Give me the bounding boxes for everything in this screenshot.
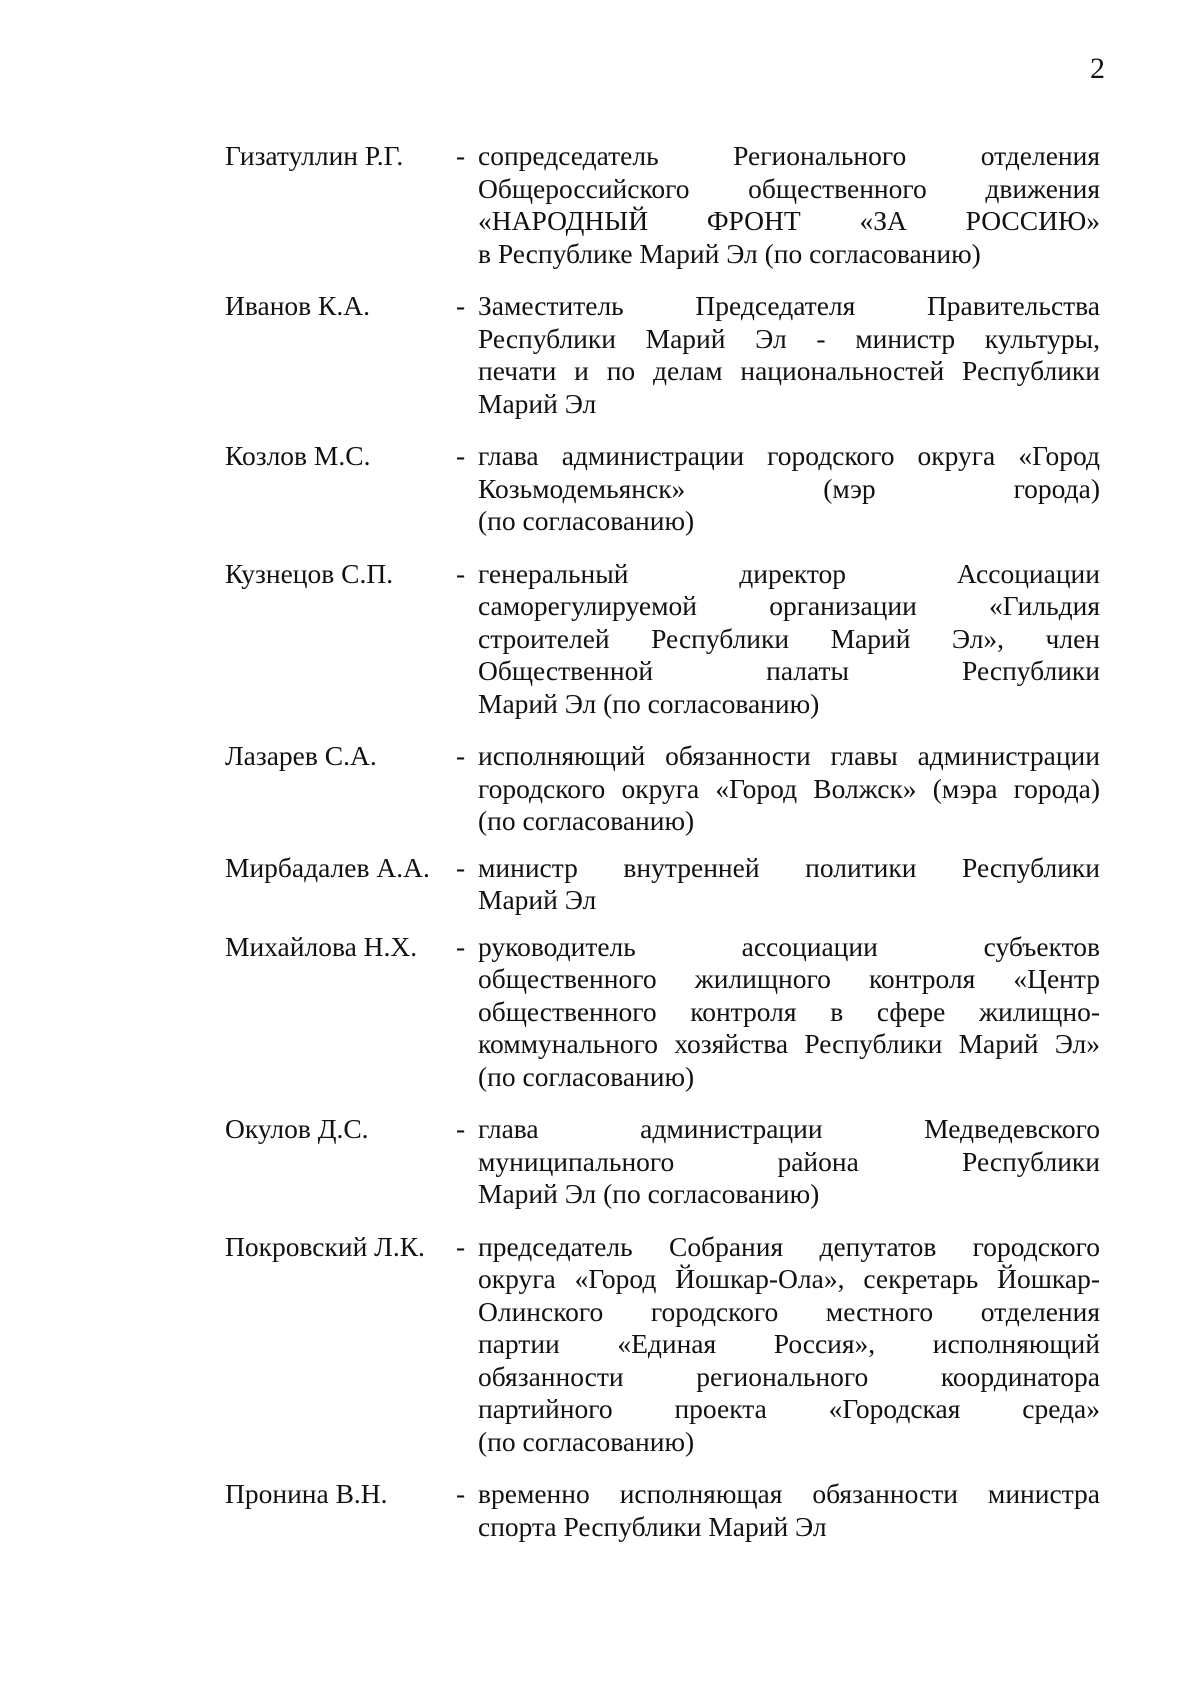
- page-number: 2: [1090, 52, 1105, 85]
- member-dash: -: [456, 140, 466, 171]
- role-line: (по согласованию): [478, 505, 695, 536]
- member-entry: [225, 1231, 1100, 1459]
- role-line: общественного контроля в сфере жилищно-: [478, 995, 1100, 1027]
- role-line: Олинского городского местного отделения: [478, 1295, 1100, 1327]
- role-line: в Республике Марий Эл (по согласованию): [478, 237, 981, 269]
- member-dash: -: [456, 1113, 466, 1144]
- member-role: [478, 852, 1100, 917]
- member-entry: [225, 852, 1100, 917]
- member-entry: [225, 1113, 1100, 1211]
- role-line: сопредседатель Регионального отделения: [478, 140, 1100, 171]
- member-entry: [225, 440, 1100, 538]
- role-line: глава администрации городского округа «Город: [478, 440, 1100, 471]
- member-name: Покровский Л.К.: [225, 1230, 425, 1262]
- role-line: Республики Марий Эл - министр культуры,: [478, 322, 1100, 354]
- role-line: генеральный директор Ассоциации: [478, 557, 1100, 589]
- member-name: Иванов К.А.: [225, 290, 370, 321]
- member-name: Козлов М.С.: [225, 440, 371, 471]
- member-dash: -: [456, 557, 466, 589]
- role-line: Марий Эл (по согласованию): [478, 1178, 820, 1209]
- role-line: печати и по делам национальностей Республики: [478, 355, 1100, 386]
- role-line: коммунального хозяйства Республики Марий Эл»: [478, 1028, 1100, 1059]
- role-line: временно исполняющая обязанности министра: [478, 1478, 1100, 1509]
- member-name: Пронина В.Н.: [225, 1478, 388, 1509]
- member-role: [478, 558, 1100, 721]
- role-line: округа «Город Йошкар-Ола», секретарь Йошкар-: [478, 1263, 1100, 1294]
- member-list: [225, 140, 1100, 1563]
- role-line: Марий Эл (по согласованию): [478, 687, 820, 719]
- role-line: спорта Республики Марий Эл: [478, 1510, 827, 1542]
- member-role: [478, 440, 1100, 538]
- member-dash: -: [456, 1230, 466, 1262]
- role-line: (по согласованию): [478, 805, 695, 836]
- member-role: [478, 140, 1100, 270]
- role-line: (по согласованию): [478, 1060, 695, 1092]
- role-line: Козьмодемьянск» (мэр города): [478, 472, 1100, 504]
- role-line: руководитель ассоциации субъектов: [478, 930, 1100, 962]
- role-line: городского округа «Город Волжск» (мэра города): [478, 772, 1100, 804]
- member-name: Мирбадалев А.А.: [225, 851, 430, 883]
- role-line: партийного проекта «Городская среда»: [478, 1393, 1100, 1424]
- member-dash: -: [456, 290, 466, 321]
- member-role: [478, 931, 1100, 1094]
- role-line: председатель Собрания депутатов городского: [478, 1230, 1100, 1262]
- member-role: [478, 1113, 1100, 1211]
- member-name: Окулов Д.С.: [225, 1113, 369, 1144]
- role-line: Заместитель Председателя Правительства: [478, 290, 1100, 321]
- member-name: Гизатуллин Р.Г.: [225, 140, 404, 171]
- role-line: глава администрации Медведевского: [478, 1113, 1100, 1144]
- role-line: исполняющий обязанности главы администрации: [478, 740, 1100, 771]
- member-name: Кузнецов С.П.: [225, 557, 394, 589]
- role-line: Марий Эл: [478, 387, 597, 419]
- member-dash: -: [456, 440, 466, 471]
- role-line: министр внутренней политики Республики: [478, 851, 1100, 883]
- member-entry: [225, 740, 1100, 838]
- role-line: партии «Единая Россия», исполняющий: [478, 1328, 1100, 1359]
- member-name: Михайлова Н.Х.: [225, 930, 418, 962]
- role-line: Марий Эл: [478, 884, 597, 915]
- member-entry: [225, 290, 1100, 420]
- member-role: [478, 1231, 1100, 1459]
- role-line: муниципального района Республики: [478, 1145, 1100, 1177]
- member-role: [478, 740, 1100, 838]
- member-dash: -: [456, 851, 466, 883]
- member-entry: [225, 1478, 1100, 1543]
- role-line: Общероссийского общественного движения: [478, 172, 1100, 204]
- member-name: Лазарев С.А.: [225, 740, 377, 771]
- member-dash: -: [456, 1478, 466, 1509]
- role-line: Общественной палаты Республики: [478, 655, 1100, 686]
- member-entry: [225, 140, 1100, 270]
- role-line: саморегулируемой организации «Гильдия: [478, 590, 1100, 621]
- role-line: (по согласованию): [478, 1425, 695, 1457]
- role-line: «НАРОДНЫЙ ФРОНТ «ЗА РОССИЮ»: [478, 205, 1100, 236]
- role-line: обязанности регионального координатора: [478, 1360, 1100, 1392]
- role-line: строителей Республики Марий Эл», член: [478, 622, 1100, 654]
- member-role: [478, 1478, 1100, 1543]
- member-entry: [225, 558, 1100, 721]
- member-entry: [225, 931, 1100, 1094]
- member-dash: -: [456, 930, 466, 962]
- member-dash: -: [456, 740, 466, 771]
- role-line: общественного жилищного контроля «Центр: [478, 963, 1100, 994]
- member-role: [478, 290, 1100, 420]
